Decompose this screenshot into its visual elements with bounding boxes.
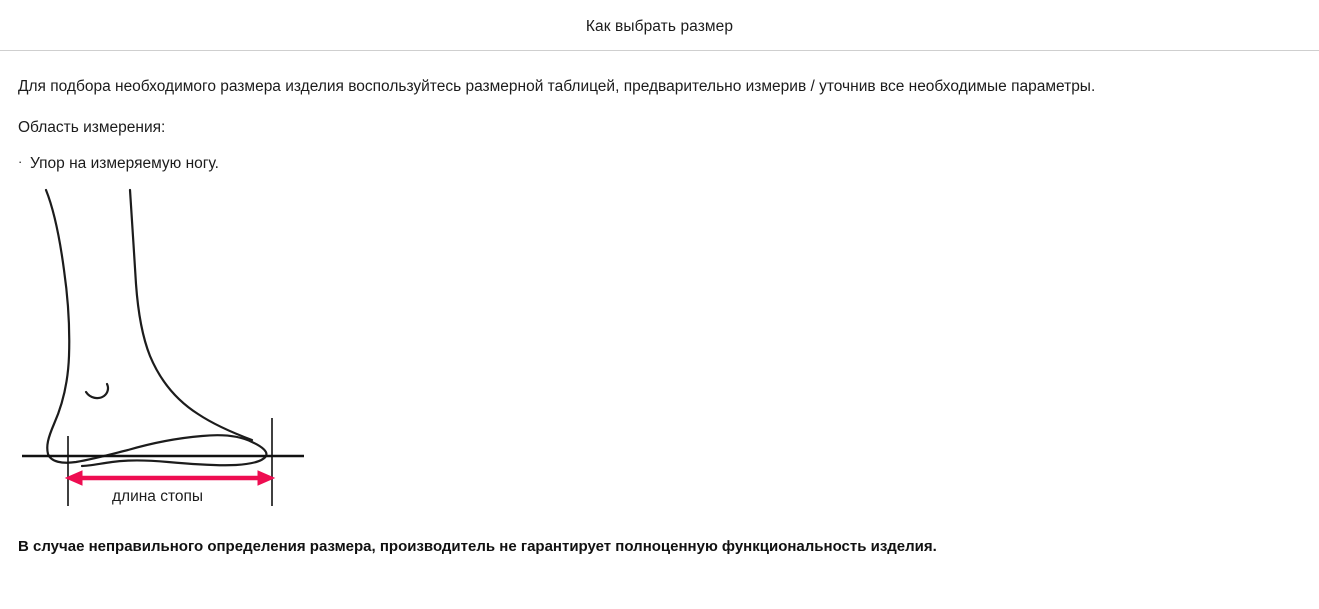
measurement-bullet-list bbox=[18, 153, 1301, 175]
header-divider bbox=[0, 50, 1319, 51]
list-item bbox=[18, 153, 1301, 175]
list-item-label: Упор на измеряемую ногу. bbox=[30, 154, 219, 172]
foot-length-diagram bbox=[20, 188, 340, 528]
page-header bbox=[0, 0, 1319, 50]
warning-note: В случае неправильного определения размера, производитель не гарантирует полноценную функциональность изделия. bbox=[18, 538, 937, 556]
length-arrow bbox=[66, 471, 274, 485]
measurement-area-label: Область измерения: bbox=[18, 119, 166, 137]
intro-paragraph: Для подбора необходимого размера изделия воспользуйтесь размерной таблицей, предварительно измерив / уточнив все необходимые параметры. bbox=[18, 78, 1096, 95]
page-title: Как выбрать размер bbox=[585, 18, 734, 35]
foot-diagram-svg bbox=[20, 188, 340, 528]
page-content bbox=[0, 77, 1319, 555]
figure-caption: длина стопы bbox=[112, 488, 204, 506]
bullet-dot-icon: · bbox=[18, 153, 23, 169]
